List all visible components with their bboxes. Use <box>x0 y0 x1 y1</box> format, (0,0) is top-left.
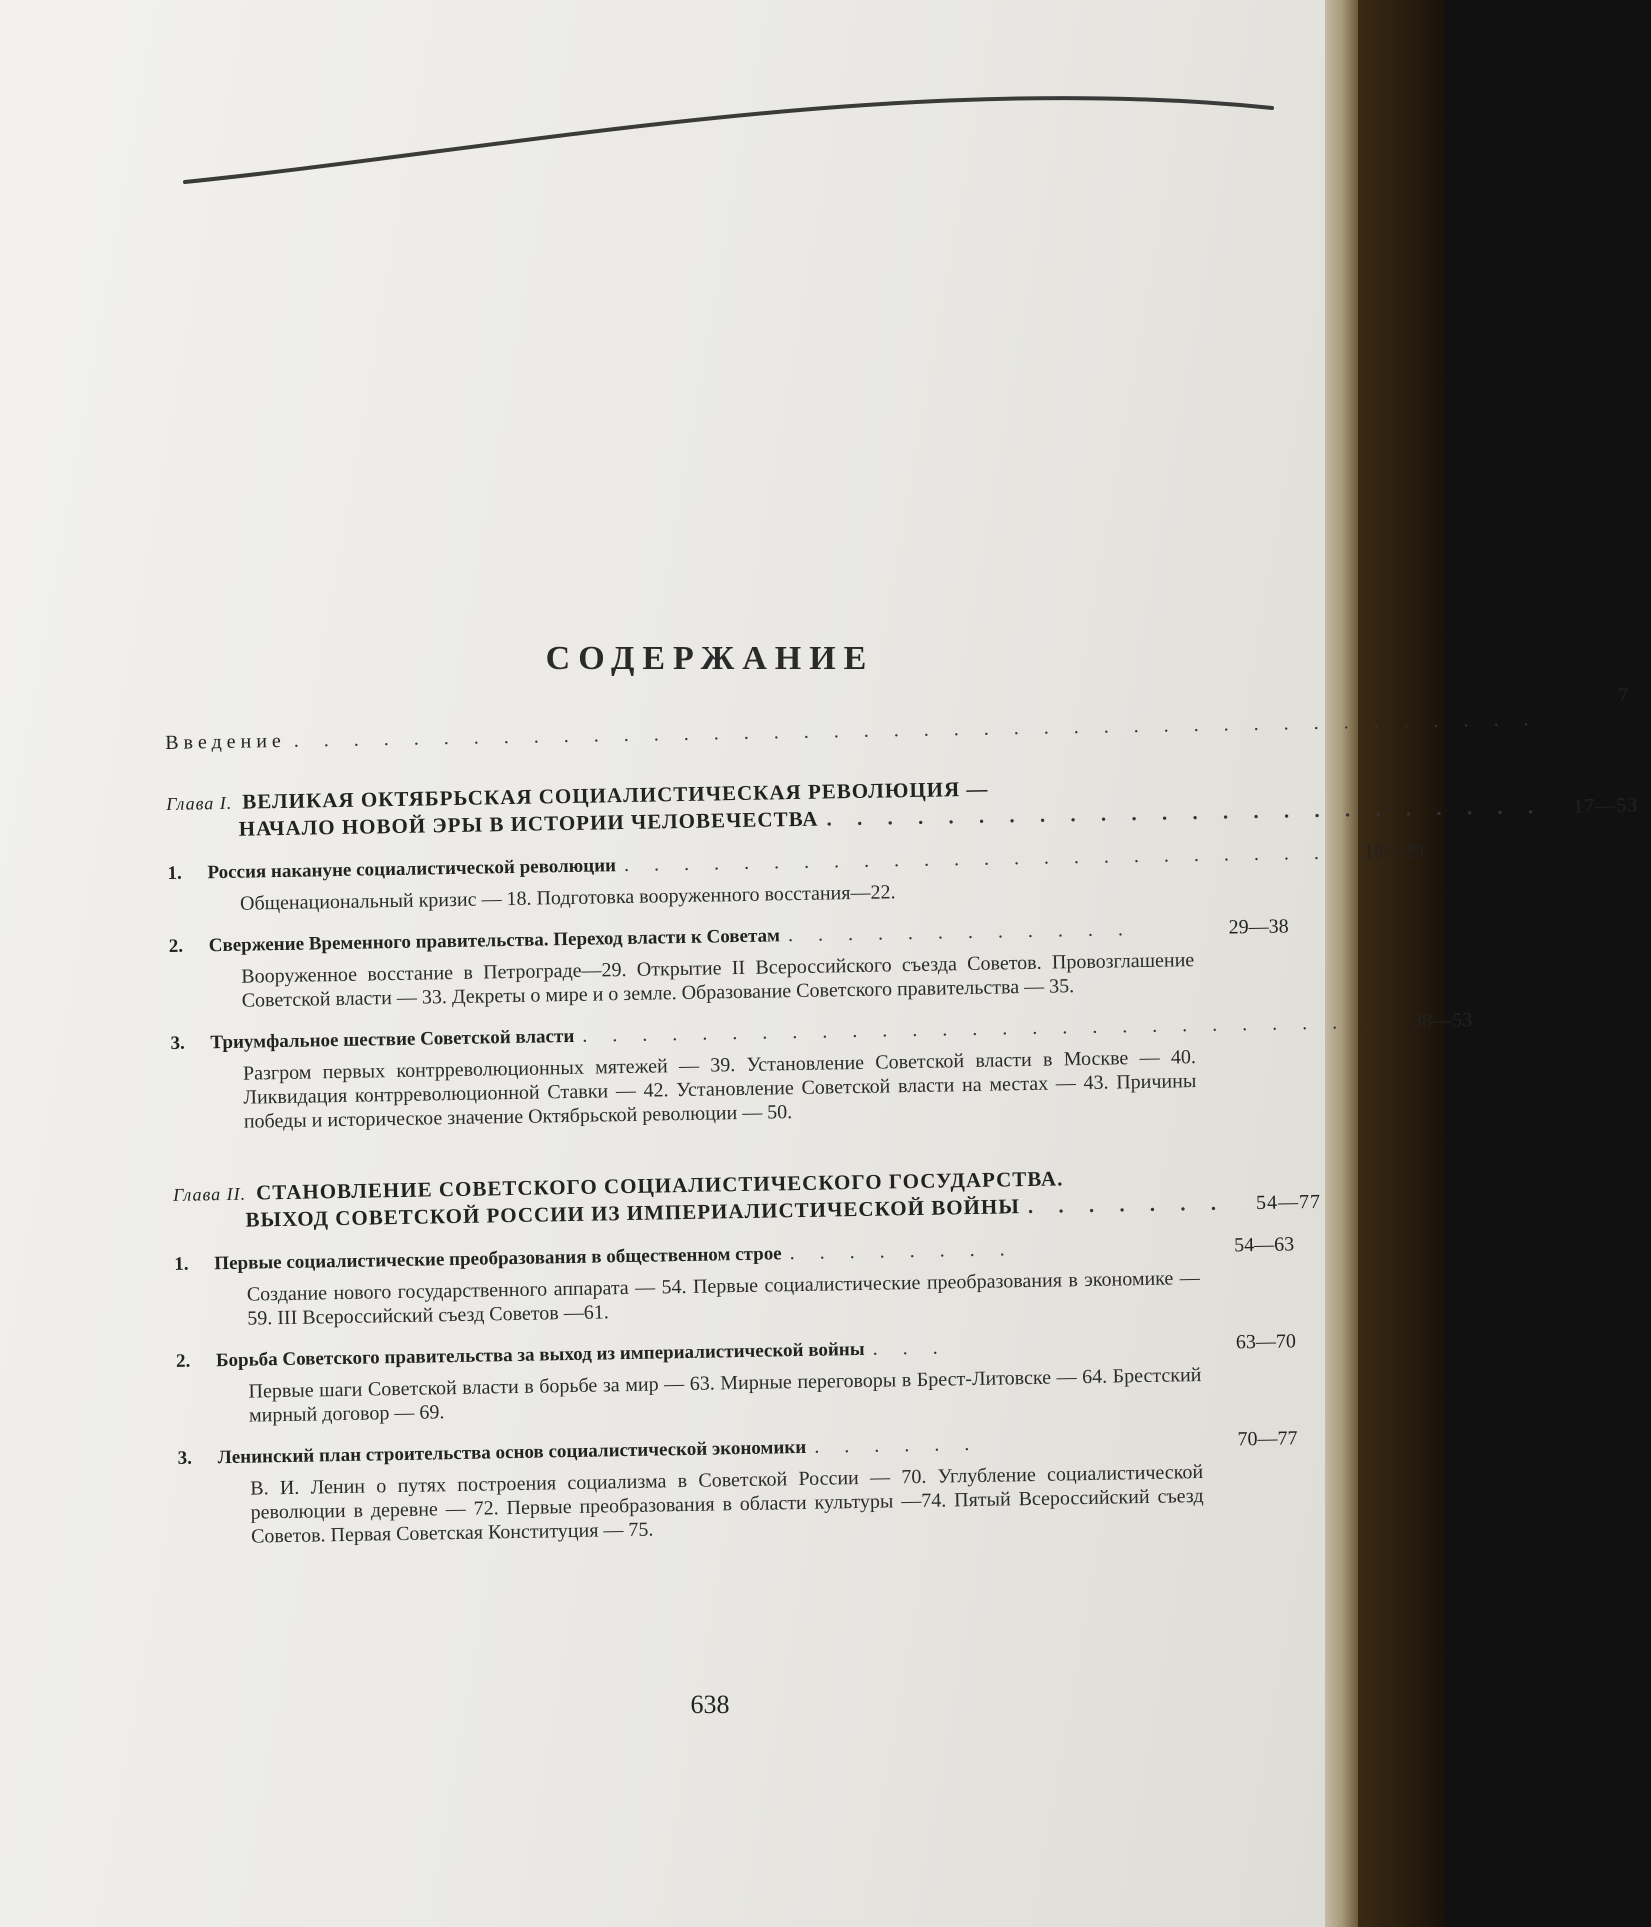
page-title: СОДЕРЖАНИЕ <box>545 640 875 677</box>
section-title: Первые социалистические преобразования в общественном строе <box>214 1243 782 1275</box>
section-number: 3. <box>170 1032 185 1054</box>
chapter-number: Глава II. <box>172 1183 247 1205</box>
section-description: Разгром первых контрреволюционных мятежей — 39. Установление Советской власти в Москве — 40. Ликвидация контрреволюционной Ставки — 42. Установление Советской власти на местах — 43. Причины победы и историческое значение Октябрьской революции — 50. <box>242 1046 1197 1133</box>
section-number: 3. <box>177 1447 193 1469</box>
section-title: Свержение Временного правительства. Переход власти к Советам <box>208 925 781 957</box>
section-pages: 70—77 <box>1237 1427 1298 1451</box>
chapter-title: Глава II. СТАНОВЛЕНИЕ СОВЕТСКОГО СОЦИАЛИСТИЧЕСКОГО ГОСУДАРСТВА. <box>172 1166 1064 1205</box>
page-number: 638 <box>690 1690 730 1719</box>
section-pages: 29—38 <box>1228 915 1289 939</box>
introduction-pages: 7 <box>1618 684 1634 707</box>
toc-section: 3. Ленинский план строительства основ социалистической экономики . . . . . . 70—77 В. И. Ленин о путях построения социализма в Советской России — 70. Углубление социалистической революции в деревне — 72. Первые преобразования в области культуры —74. Пятый Всероссийский съезд Советов. Первая Советская Конституция — 75. <box>177 1427 1298 1548</box>
section-description: Создание нового государственного аппарата — 54. Первые социалистические преобразования в экономике — 59. III Всероссийский съезд Советов —61. <box>246 1267 1200 1330</box>
section-description: В. И. Ленин о путях построения социализма в Советской России — 70. Углубление социалистической революции в деревне — 72. Первые преобразования в области культуры —74. Пятый Всероссийский съезд Советов. Первая Советская Конституция — 75. <box>250 1460 1204 1548</box>
book-background <box>1358 0 1445 1927</box>
decorative-rule <box>0 0 1325 200</box>
section-number: 2. <box>168 935 184 957</box>
chapter-pages: 54—77 <box>1255 1190 1322 1215</box>
section-pages: 63—70 <box>1235 1330 1297 1354</box>
section-title: Россия накануне социалистической революции <box>207 855 617 884</box>
section-number: 1. <box>174 1253 189 1275</box>
table-of-contents <box>165 684 1639 1569</box>
section-pages: 38—53 <box>1411 1009 1473 1033</box>
toc-section: 3. Триумфальное шествие Советской власти . . . . . . . . . . . . . . . . . . . . . . . . . . . 38—53 Разгром первых контрреволюционных мятежей — 39. Установление Советской власти в Москве — 40. Ликвидация контрреволюционной Ставки — 42. Установление Советской власти на местах — 43. Причины победы и историческое значение Октябрьской революции — 50. <box>170 1009 1473 1133</box>
chapter-title: Глава I. ВЕЛИКАЯ ОКТЯБРЬСКАЯ СОЦИАЛИСТИЧЕСКАЯ РЕВОЛЮЦИЯ — <box>166 776 989 814</box>
toc-chapter: Глава I. ВЕЛИКАЯ ОКТЯБРЬСКАЯ СОЦИАЛИСТИЧЕСКАЯ РЕВОЛЮЦИЯ — НАЧАЛО НОВОЙ ЭРЫ В ИСТОРИИ ЧЕЛОВЕЧЕСТВА . . . . . . . . . . . . . . . . . . . . . . . . 17—53 1. Россия накануне социалистической революции . . . . . . . . . . . . . . . . . . . . . . . . 18—29 Общенациональный кризис — 18. Подготовка вооруженного восстания—22. 2. Свержение Временного правительства. Переход власти к Советам . . . . . . . . . . . . 29—38 Вооруженное восстание в Петрограде—29. Открытие II Всероссийского съезда Советов. Провозглашение Советской власти — 33. Декреты о мире и о земле. Образование Советского правительства — 35. 3. Триумфальное шествие Советской власти . . . . . . . . . . . . . . . . . . . . . . . . . . . 38—53 Разгром первых контрреволюционных мятежей — 39. Установление Советской власти в Москве — 40. Ликвидация контрреволюционной Ставки — 42. Установление Советской власти на местах — 43. Причины победы и историческое значение Октябрьской революции — 50. <box>166 770 1292 1134</box>
section-title: Ленинский план строительства основ социалистической экономики <box>217 1436 807 1469</box>
section-pages: 54—63 <box>1233 1233 1295 1257</box>
section-pages: 18—29 <box>1363 840 1425 864</box>
section-number: 2. <box>175 1350 191 1372</box>
toc-section: 1. Россия накануне социалистической революции . . . . . . . . . . . . . . . . . . . . . . . . 18—29 Общенациональный кризис — 18. Подготовка вооруженного восстания—22. <box>167 840 1425 915</box>
section-description: Вооруженное восстание в Петрограде—29. Открытие II Всероссийского съезда Советов. Провозглашение Советской власти — 33. Декреты о мире и о земле. Образование Советского правительства — 35. <box>241 949 1195 1012</box>
chapter-number: Глава I. <box>166 792 233 814</box>
toc-introduction: Введение . . . . . . . . . . . . . . . . . . . . . . . . . . . . . . . . . . . . . . . . . . 7 <box>165 684 1634 754</box>
toc-section: 2. Свержение Временного правительства. Переход власти к Советам . . . . . . . . . . . . 29—38 Вооруженное восстание в Петрограде—29. Открытие II Всероссийского съезда Советов. Провозглашение Советской власти — 33. Декреты о мире и о земле. Образование Советского правительства — 35. <box>168 915 1289 1012</box>
section-description: Общенациональный кризис — 18. Подготовка вооруженного восстания—22. <box>239 881 896 915</box>
toc-section: 2. Борьба Советского правительства за выход из империалистической войны . . . 63—70 Первые шаги Советской власти в борьбе за мир — 63. Мирные переговоры в Брест-Литовске — 64. Брестский мирный договор — 69. <box>175 1330 1297 1427</box>
chapter-pages: 17—53 <box>1572 794 1639 818</box>
section-title: Триумфальное шествие Советской власти <box>210 1025 575 1054</box>
toc-chapter: Глава II. СТАНОВЛЕНИЕ СОВЕТСКОГО СОЦИАЛИСТИЧЕСКОГО ГОСУДАРСТВА. ВЫХОД СОВЕТСКОЙ РОССИИ ИЗ ИМПЕРИАЛИСТИЧЕСКОЙ ВОЙНЫ . . . . . . . 54—77 1. Первые социалистические преобразования в общественном строе . . . . . . . . 54—63 Создание нового государственного аппарата — 54. Первые социалистические преобразования в экономике — 59. III Всероссийский съезд Советов —61. 2. Борьба Советского правительства за выход из империалистической войны . . . 63—70 Первые шаги Советской власти в борьбе за мир — 63. Мирные переговоры в Брест-Литовске — 64. Брестский мирный договор — 69. 3. Ленинский план строительства основ социалистической экономики . . . . . . 70—77 В. И. Ленин о путях построения социализма в Советской России — 70. Углубление социалистической революции в деревне — 72. Первые преобразования в области культуры —74. Пятый Всероссийский съезд Советов. Первая Советская Конституция — 75. <box>173 1161 1299 1549</box>
introduction-label: Введение <box>165 729 287 754</box>
section-title: Борьба Советского правительства за выход из империалистической войны <box>215 1338 865 1372</box>
toc-section: 1. Первые социалистические преобразования в общественном строе . . . . . . . . 54—63 Создание нового государственного аппарата — 54. Первые социалистические преобразования в экономике — 59. III Всероссийский съезд Советов —61. <box>174 1233 1295 1330</box>
section-description: Первые шаги Советской власти в борьбе за мир — 63. Мирные переговоры в Брест-Литовске — 64. Брестский мирный договор — 69. <box>248 1364 1202 1427</box>
section-number: 1. <box>167 862 182 884</box>
